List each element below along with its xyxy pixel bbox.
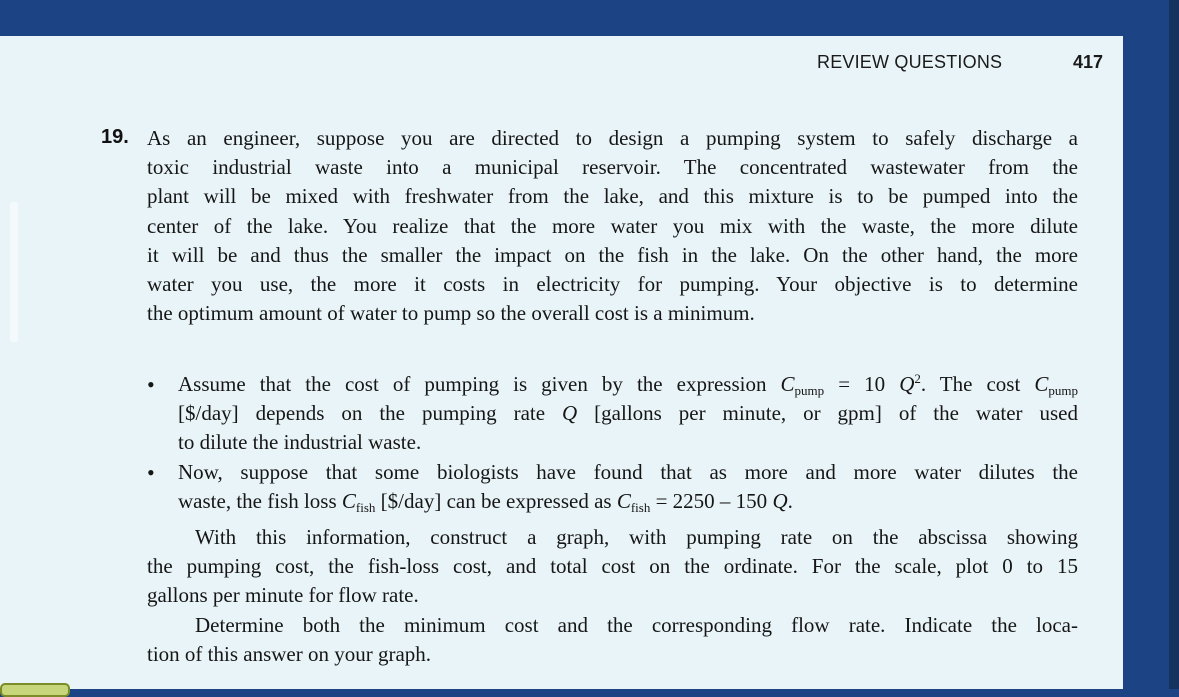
paragraph-line: tion of this answer on your graph. xyxy=(147,642,432,667)
paragraph-line: plant will be mixed with freshwater from the lake, and this mixture is to be pumped into the xyxy=(147,184,1078,209)
bullet-fish-loss xyxy=(147,458,1078,516)
paragraph-line: Determine both the minimum cost and the corresponding flow rate. Indicate the loca- xyxy=(195,613,1078,637)
bullet-line: [$/day] depends on the pumping rate Q [gallons per minute, or gpm] of the water used xyxy=(178,401,1079,426)
paragraph-line: With this information, construct a graph, with pumping rate on the abscissa showing xyxy=(195,525,1078,549)
paragraph-line: the optimum amount of water to pump so the overall cost is a minimum. xyxy=(147,301,755,326)
paragraph-line: it will be and thus the smaller the impact on the fish in the lake. On the other hand, the more xyxy=(147,242,1078,267)
bullet-line: Now, suppose that some biologists have found that as more and more water dilutes the xyxy=(178,459,1078,484)
scroll-marker[interactable] xyxy=(10,202,18,342)
bookmark-tab[interactable] xyxy=(0,683,70,697)
page-header xyxy=(0,52,1123,78)
paragraph-line: As an engineer, suppose you are directed to design a pumping system to safely discharge a xyxy=(147,126,1078,150)
question-number: 19. xyxy=(101,126,129,148)
paragraph-line: the pumping cost, the fish-loss cost, and total cost on the ordinate. For the scale, plot 0 to 15 xyxy=(147,554,1078,579)
bullet-pumping-cost xyxy=(147,370,1078,458)
right-frame-edge xyxy=(1169,0,1179,689)
bullet-line: waste, the fish loss $C_{fish}$ [$/day] can be expressed as $C_{fish} = 2250 - 150$ Q. xyxy=(178,488,793,515)
paragraph-line: gallons per minute for flow rate. xyxy=(147,583,419,608)
running-title: REVIEW QUESTIONS xyxy=(817,52,1003,72)
right-frame-band xyxy=(1123,36,1169,689)
bullet-list xyxy=(147,370,1078,516)
question-paragraph xyxy=(147,124,1078,328)
bullet-line: to dilute the industrial waste. xyxy=(178,430,422,455)
bullet-dot: • xyxy=(147,372,155,397)
bullet-line: Assume that the cost of pumping is given by the expression $C_{pump} = 10$ $Q^2$. The cost $C_{pump}$ xyxy=(178,371,1079,398)
determine-paragraph xyxy=(147,611,1078,669)
paragraph-line: water you use, the more it costs in electricity for pumping. Your objective is to determine xyxy=(147,272,1078,297)
graph-instruction-paragraph xyxy=(147,523,1078,611)
top-frame-band xyxy=(0,0,1179,36)
bullet-dot: • xyxy=(147,459,155,485)
paragraph-line: center of the lake. You realize that the more water you mix with the waste, the more dilute xyxy=(147,213,1078,238)
paragraph-line: toxic industrial waste into a municipal reservoir. The concentrated wastewater from the xyxy=(147,155,1078,180)
page-number: 417 xyxy=(1073,52,1104,72)
